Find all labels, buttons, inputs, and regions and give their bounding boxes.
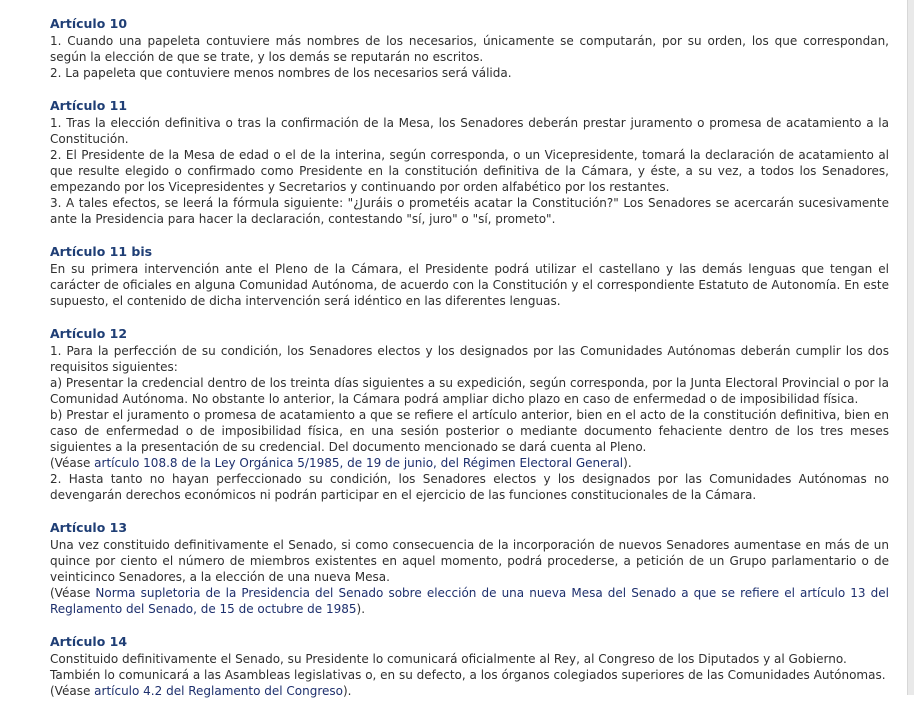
article-paragraph: En su primera intervención ante el Pleno de la Cámara, el Presidente podrá utilizar el castellano y las demás lenguas que tengan el carácter de oficiales en alguna Comunidad Autónoma, de acuerdo con la Constitución y el correspondiente Estatuto de Autonomía. En este supuesto, el contenido de dicha intervención será idéntico en las diferentes lenguas. — [50, 262, 889, 308]
reference-suffix: ). — [343, 684, 352, 698]
article-paragraph: 2. La papeleta que contuviere menos nombres de los necesarios será válida. — [50, 66, 512, 80]
article-paragraph: a) Presentar la credencial dentro de los treinta días siguientes a su expedición, según corresponda, por la Junta Electoral Provincial o por la Comunidad Autónoma. No obstante lo anterior, la Cámara podrá ampliar dicho plazo en caso de enfermedad o de imposibilidad física. — [50, 376, 889, 406]
reference-prefix: (Véase — [50, 586, 96, 600]
article-paragraph: Una vez constituido definitivamente el Senado, si como consecuencia de la incorporación de nuevos Senadores aumentase en más de un quince por ciento el número de miembros existentes en aquel momento, podrá procederse, a petición de un Grupo parlamentario o de veinticinco Senadores, a la elección de una nueva Mesa. — [50, 538, 889, 584]
reference-suffix: ). — [356, 602, 366, 616]
reference-prefix: (Véase — [50, 456, 95, 470]
reference-line — [50, 585, 889, 617]
reference-link-norma-supletoria[interactable]: Norma supletoria de la Presidencia del Senado sobre elección de una nueva Mesa del Senado a que se refiere el artículo 13 del Reglamento del Senado, de 15 de octubre de 1985 — [50, 586, 889, 616]
article-paragraph: También lo comunicará a las Asambleas legislativas o, en su defecto, a los órganos colegiados superiores de las Comunidades Autónomas. — [50, 668, 886, 682]
reference-line — [50, 683, 889, 699]
article-14 — [50, 633, 889, 699]
article-13 — [50, 519, 889, 617]
article-paragraph: b) Prestar el juramento o promesa de acatamiento a que se refiere el artículo anterior, bien en el acto de la constitución definitiva, bien en caso de enfermedad o de imposibilidad física, en una sesión posterior o mediante documento fehaciente dentro de los tres meses siguientes a la presentación de su credencial. Del documento mencionado se dará cuenta al Pleno. — [50, 408, 889, 454]
article-11 — [50, 97, 889, 227]
reference-link-reglamento-congreso[interactable]: artículo 4.2 del Reglamento del Congreso — [94, 684, 343, 698]
article-paragraph: 2. El Presidente de la Mesa de edad o el de la interina, según corresponda, o un Vicepresidente, tomará la declaración de acatamiento al que resulte elegido o confirmado como Presidente en la constitución definitiva de la Cámara, y éste, a su vez, a todos los Senadores, empezando por los Vicepresidentes y Secretarios y continuando por orden alfabético por los restantes. — [50, 148, 889, 194]
reference-suffix: ). — [623, 456, 632, 470]
article-title: Artículo 13 — [50, 520, 128, 535]
article-paragraph: Constituido definitivamente el Senado, su Presidente lo comunicará oficialmente al Rey, al Congreso de los Diputados y al Gobierno. — [50, 652, 847, 666]
article-paragraph: 1. Cuando una papeleta contuviere más nombres de los necesarios, únicamente se computarán, por su orden, los que correspondan, según la elección de que se trate, y los demás se reputarán no escritos. — [50, 34, 889, 64]
article-title: Artículo 10 — [50, 16, 128, 31]
reference-line — [50, 455, 889, 471]
article-title: Artículo 11 bis — [50, 244, 153, 259]
article-paragraph: 3. A tales efectos, se leerá la fórmula siguiente: "¿Juráis o prometéis acatar la Constitución?" Los Senadores se acercarán sucesivamente ante la Presidencia para hacer la declaración, contestando "sí, juro" o "sí, prometo". — [50, 196, 889, 226]
article-10 — [50, 15, 889, 81]
article-paragraph: 2. Hasta tanto no hayan perfeccionado su condición, los Senadores electos y los designados por las Comunidades Autónomas no devengarán derechos económicos ni podrán participar en el ejercicio de las funciones constitucionales de la Cámara. — [50, 472, 889, 502]
vertical-scrollbar[interactable] — [907, 0, 914, 695]
article-paragraph: 1. Tras la elección definitiva o tras la confirmación de la Mesa, los Senadores deberán prestar juramento o promesa de acatamiento a la Constitución. — [50, 116, 889, 146]
article-title: Artículo 12 — [50, 326, 128, 341]
article-paragraph: 1. Para la perfección de su condición, los Senadores electos y los designados por las Comunidades Autónomas deberán cumplir los dos requisitos siguientes: — [50, 344, 889, 374]
article-title: Artículo 11 — [50, 98, 128, 113]
article-12 — [50, 325, 889, 503]
document-content — [50, 15, 889, 715]
article-title: Artículo 14 — [50, 634, 128, 649]
reference-prefix: (Véase — [50, 684, 95, 698]
article-11-bis — [50, 243, 889, 309]
reference-link-lo-5-1985[interactable]: artículo 108.8 de la Ley Orgánica 5/1985, de 19 de junio, del Régimen Electoral General — [94, 456, 624, 470]
